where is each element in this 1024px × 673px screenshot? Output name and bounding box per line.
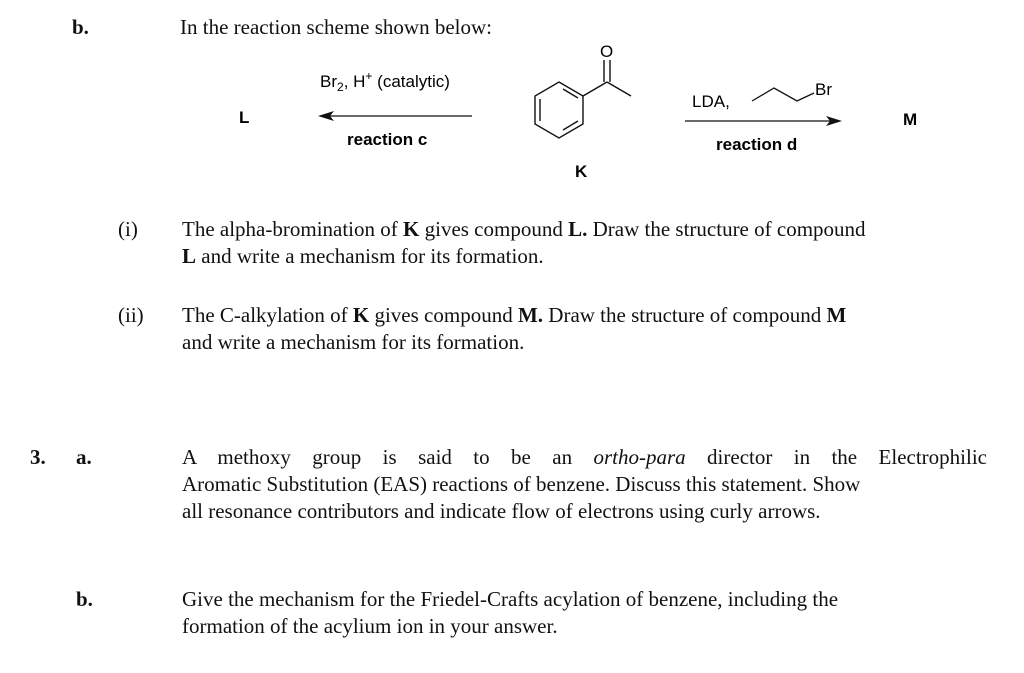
question-3a-label: a. xyxy=(76,445,92,469)
lda-reagent: LDA, xyxy=(692,92,730,111)
reaction-scheme xyxy=(0,0,1024,200)
part-b-label: b. xyxy=(72,15,89,39)
question-3-number: 3. xyxy=(30,445,46,469)
item-ii-numeral: (ii) xyxy=(118,303,144,327)
oxygen-atom: O xyxy=(600,42,614,61)
item-ii-text: The C-alkylation of K gives compound M. Draw the structure of compound M and write a mechanism for its formation. xyxy=(182,303,847,354)
bromine-atom: Br xyxy=(815,80,832,99)
item-i-text: The alpha-bromination of K gives compound L. Draw the structure of compound L and write a mechanism for its formation. xyxy=(182,217,866,268)
item-i-numeral: (i) xyxy=(118,217,138,241)
question-3b-label: b. xyxy=(76,587,93,611)
compound-K-label: K xyxy=(575,162,588,181)
scheme-intro: In the reaction scheme shown below: xyxy=(180,15,492,39)
reaction-c-label: reaction c xyxy=(347,130,428,149)
compound-L-label: L xyxy=(239,108,250,127)
compound-K-structure xyxy=(535,60,631,138)
propyl-bromide-structure xyxy=(752,88,814,101)
reaction-d-arrow xyxy=(685,116,842,126)
reaction-c-reagents: $Br_2$, H+ (catalytic) xyxy=(320,69,450,94)
question-3b-text: Give the mechanism for the Friedel-Crafts acylation of benzene, including the formation of the acylium ion in your answer. xyxy=(182,587,839,638)
reaction-d-label: reaction d xyxy=(716,135,798,154)
compound-M-label: M xyxy=(903,110,918,129)
question-3a-text: A methoxy group is said to be an ortho-para director in the Electrophilic Aromatic Substitution (EAS) reactions of benzene. Discuss this statement. Show all resonance contributors and indicate flow of electrons using curly arrows. xyxy=(182,445,987,523)
reaction-c-arrow xyxy=(318,111,472,121)
